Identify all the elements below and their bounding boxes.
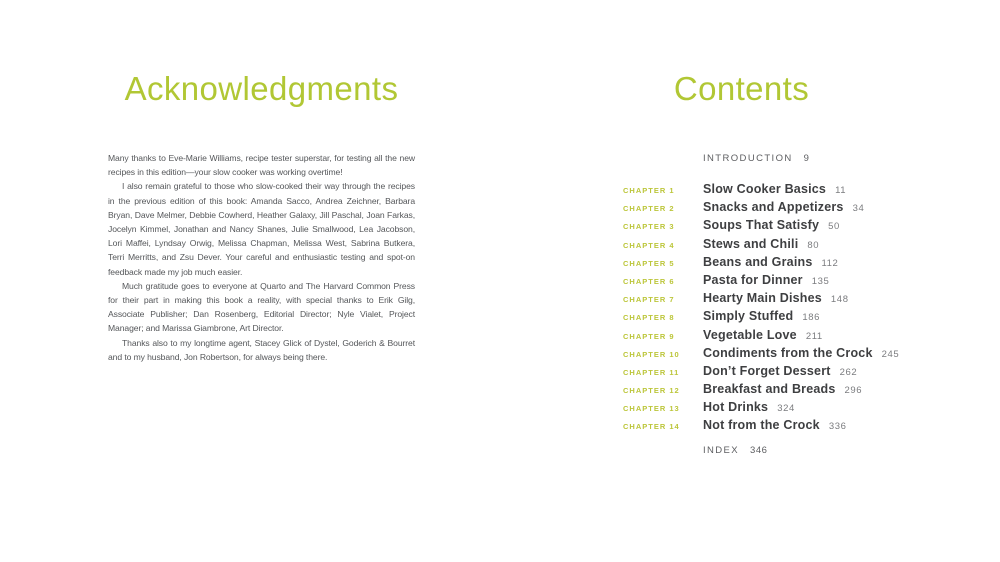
toc-chapter-row	[623, 237, 903, 255]
chapter-title: Don’t Forget Dessert	[703, 363, 831, 378]
chapter-number-label: CHAPTER 13	[623, 404, 680, 414]
toc-chapter-row	[623, 418, 903, 436]
chapter-page-number: 80	[807, 239, 820, 251]
chapter-number-label: CHAPTER 10	[623, 349, 680, 359]
acknowledgments-text	[108, 151, 415, 364]
toc-chapter-row	[623, 346, 903, 364]
toc-chapter-row	[623, 182, 903, 200]
chapter-title: Simply Stuffed	[703, 309, 794, 324]
toc-chapter-row	[623, 382, 903, 400]
chapter-number-label: CHAPTER 11	[623, 367, 680, 377]
chapter-title: Snacks and Appetizers	[703, 200, 844, 215]
chapter-number-label: CHAPTER 4	[623, 240, 675, 250]
chapter-title: Pasta for Dinner	[703, 272, 803, 287]
acknowledgments-paragraph: Much gratitude goes to everyone at Quarto and The Harvard Common Press for their part in making this book a reality, with special thanks to Erik Gilg, Associate Publisher; Dan Rosenberg, Editorial Director; Nyle Vialet, Project Manager; and Marissa Giambrone, Art Director.	[108, 280, 415, 334]
chapter-number-label: CHAPTER 12	[623, 386, 680, 396]
chapter-number-label: CHAPTER 9	[623, 331, 675, 341]
chapter-title: Soups That Satisfy	[703, 218, 820, 233]
chapter-page-number: 148	[830, 294, 849, 306]
toc-chapter-row	[623, 218, 903, 236]
chapter-list	[623, 182, 903, 437]
chapter-page-number: 245	[881, 348, 900, 360]
chapter-number-label: CHAPTER 5	[623, 258, 675, 268]
toc-introduction-row	[623, 153, 903, 171]
chapter-title: Vegetable Love	[703, 327, 797, 342]
toc-chapter-row	[623, 273, 903, 291]
introduction-page-number: 9	[803, 153, 810, 164]
contents-title: Contents	[673, 70, 810, 107]
index-label: INDEX	[703, 444, 740, 456]
chapter-title: Condiments from the Crock	[703, 345, 873, 360]
toc-chapter-row	[623, 364, 903, 382]
chapter-number-label: CHAPTER 14	[623, 422, 680, 432]
chapter-title: Hearty Main Dishes	[703, 291, 822, 306]
acknowledgments-paragraph: I also remain grateful to those who slow-cooked their way through the recipes in the previous edition of this book: Amanda Sacco, Andrea Zeichner, Barbara Bryan, Dave Melmer, Debbie Cowherd, Heather Galaxy, Jill Paschal, Joan Farkas, Jocelyn Kimmel, Jonathan and Nancy Shanes, Julie Smallwood, Lea Jacobson, Lori Maffei, Lyndsay Orwig, Melissa Chapman, Melissa West, Sabrina Butkera, Terri Merritts, and Zsu Dever. Your careful and enthusiastic testing and spot-on feedback made my job much easier.	[108, 181, 415, 277]
chapter-page-number: 211	[805, 330, 823, 342]
chapter-number-label: CHAPTER 3	[623, 222, 675, 232]
chapter-title: Hot Drinks	[703, 400, 769, 415]
chapter-page-number: 336	[828, 421, 847, 433]
chapter-page-number: 11	[835, 185, 847, 196]
toc-chapter-row	[623, 309, 903, 327]
introduction-label: INTRODUCTION	[703, 153, 793, 164]
chapter-page-number: 135	[811, 275, 830, 287]
acknowledgments-paragraph: Many thanks to Eve-Marie Williams, recipe tester superstar, for testing all the new recipes in this edition—your slow cooker was working overtime!	[108, 153, 415, 178]
index-page-number: 346	[750, 444, 768, 456]
chapter-page-number: 296	[844, 385, 863, 397]
chapter-title: Beans and Grains	[703, 254, 813, 269]
acknowledgments-title: Acknowledgments	[124, 70, 399, 107]
table-of-contents	[623, 153, 903, 463]
toc-index-row	[623, 445, 903, 463]
chapter-page-number: 324	[777, 403, 795, 415]
chapter-page-number: 34	[852, 203, 865, 215]
toc-chapter-row	[623, 291, 903, 309]
chapter-page-number: 262	[839, 366, 858, 378]
chapter-page-number: 50	[828, 221, 840, 233]
toc-chapter-row	[623, 255, 903, 273]
chapter-number-label: CHAPTER 7	[623, 295, 675, 305]
chapter-number-label: CHAPTER 8	[623, 313, 675, 323]
chapter-title: Slow Cooker Basics	[703, 182, 827, 196]
chapter-number-label: CHAPTER 6	[623, 276, 675, 286]
chapter-title: Breakfast and Breads	[703, 382, 836, 397]
toc-chapter-row	[623, 400, 903, 418]
acknowledgments-paragraph: Thanks also to my longtime agent, Stacey Glick of Dystel, Goderich & Bourret and to my husband, Jon Robertson, for always being there.	[108, 337, 415, 362]
chapter-page-number: 112	[821, 257, 839, 269]
chapter-title: Not from the Crock	[703, 418, 820, 433]
chapter-number-label: CHAPTER 2	[623, 204, 675, 214]
chapter-title: Stews and Chili	[703, 236, 799, 251]
toc-chapter-row	[623, 328, 903, 346]
chapter-number-label: CHAPTER 1	[623, 186, 675, 195]
toc-chapter-row	[623, 200, 903, 218]
chapter-page-number: 186	[802, 312, 820, 324]
